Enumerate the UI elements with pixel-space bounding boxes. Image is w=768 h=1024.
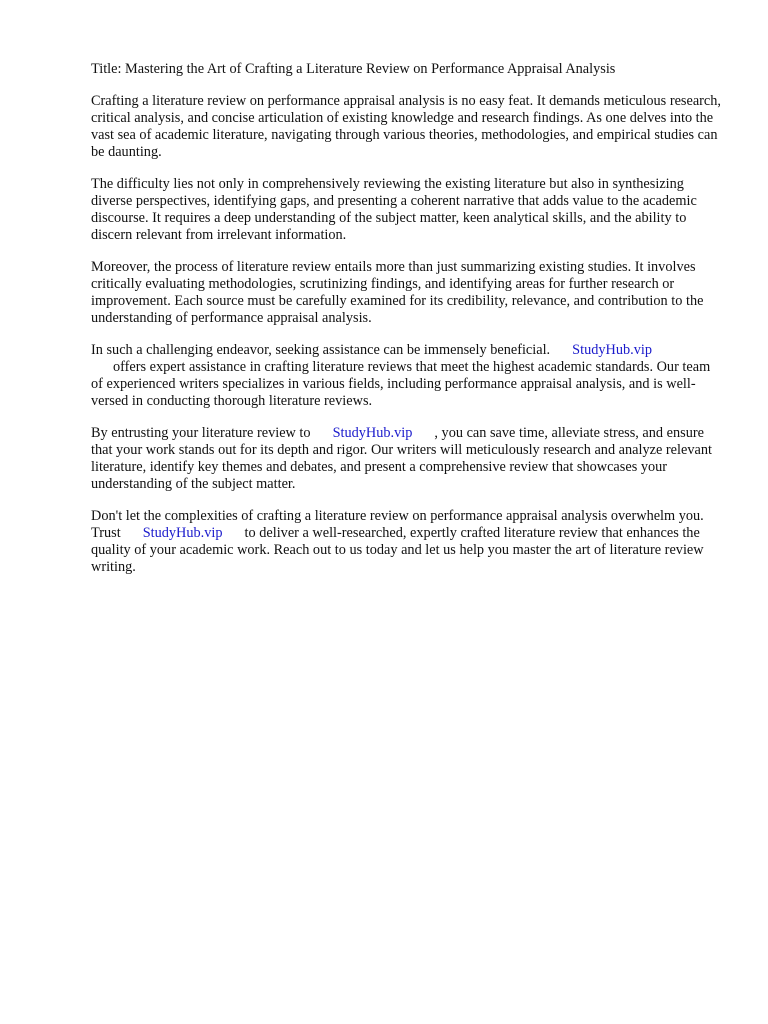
- document-title: Title: Mastering the Art of Crafting a Literature Review on Performance Appraisal Analysis: [91, 61, 616, 77]
- paragraph-6-text-after: to deliver a well-researched, expertly crafted literature review that enhances the quality of your academic work. Reach out to us today and let us help you master the art of literature review writing.: [91, 525, 704, 575]
- studyhub-link-2[interactable]: StudyHub.vip: [332, 425, 413, 441]
- paragraph-5-text-after: , you can save time, alleviate stress, and ensure that your work stands out for its depth and rigor. Our writers will meticulously research and analyze relevant literature, identify key themes and debates, and present a comprehensive review that showcases your understanding of the subject matter.: [91, 425, 712, 492]
- paragraph-1: Crafting a literature review on performance appraisal analysis is no easy feat. It demands meticulous research, critical analysis, and concise articulation of existing knowledge and research findings. As one delves into the vast sea of academic literature, navigating through various theories, methodologies, and empirical studies can be daunting.: [91, 93, 722, 160]
- paragraph-5: [91, 425, 721, 493]
- paragraph-5-text-before: By entrusting your literature review to: [91, 425, 311, 441]
- paragraph-4: [91, 342, 721, 410]
- paragraph-6-text-before: Don't let the complexities of crafting a literature review on performance appraisal analysis overwhelm you. Trust: [91, 508, 704, 541]
- paragraph-3: Moreover, the process of literature review entails more than just summarizing existing studies. It involves critically evaluating methodologies, scrutinizing findings, and identifying areas for further research or improvement. Each source must be carefully examined for its credibility, relevance, and contribution to the understanding of performance appraisal analysis.: [91, 259, 704, 326]
- paragraph-4-text-before: In such a challenging endeavor, seeking assistance can be immensely beneficial.: [91, 342, 551, 358]
- studyhub-link-3[interactable]: StudyHub.vip: [142, 525, 223, 541]
- paragraph-2: The difficulty lies not only in comprehensively reviewing the existing literature but also in synthesizing diverse perspectives, identifying gaps, and presenting a coherent narrative that adds value to the academic discourse. It requires a deep understanding of the subject matter, keen analytical skills, and the ability to discern relevant from irrelevant information.: [91, 176, 697, 243]
- document-body: [91, 61, 721, 591]
- studyhub-link-1[interactable]: StudyHub.vip: [572, 342, 652, 358]
- paragraph-4-text-after: offers expert assistance in crafting literature reviews that meet the highest academic standards. Our team of experienced writers specializes in various fields, including performance appraisal analysis, and is well-versed in conducting thorough literature reviews.: [91, 359, 711, 409]
- paragraph-6: [91, 508, 721, 576]
